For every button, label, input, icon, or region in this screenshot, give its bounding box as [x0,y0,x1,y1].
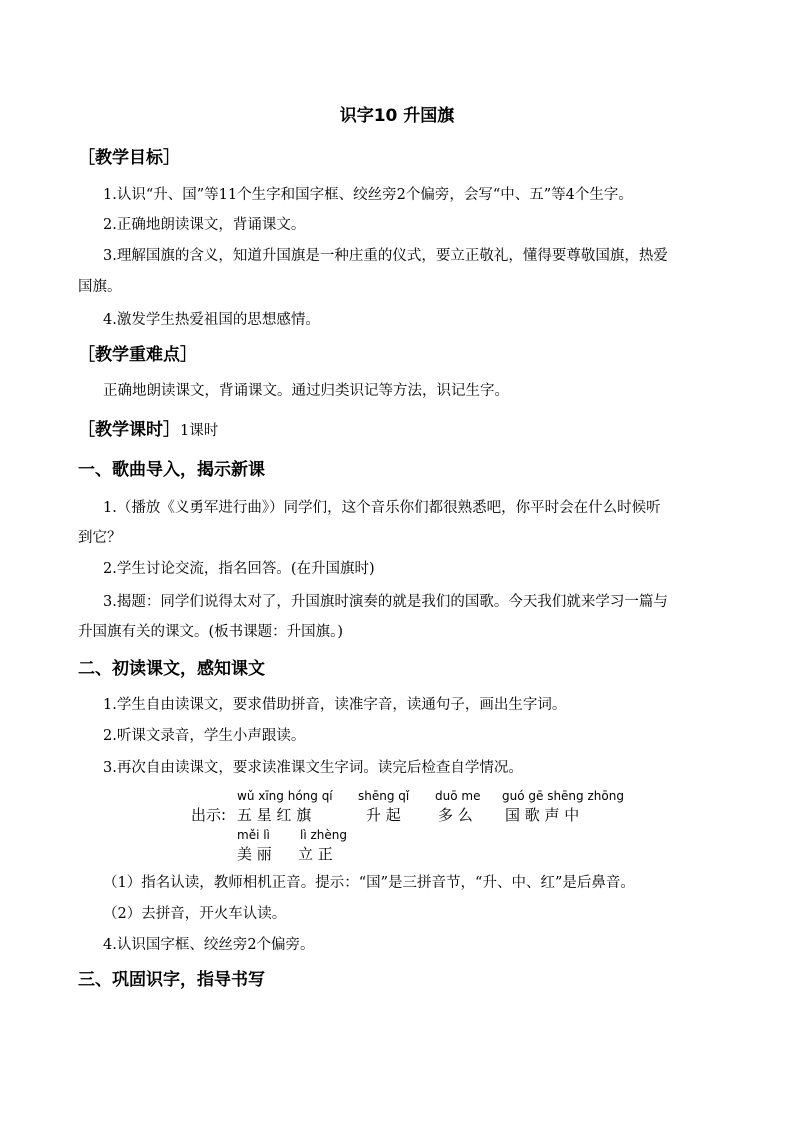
word-lizheng: 立 正 [298,845,333,863]
section2-subitem-1: （1）指名认读，教师相机正音。提示：“国”是三拼音节，“升、中、红”是后鼻音。 [103,875,635,891]
section1-item-3-cont: 升国旗有关的课文。(板书课题：升国旗。) [78,624,344,640]
section2-item-1: 1.学生自由读课文，要求借助拼音，读准字音，读通句子，画出生字词。 [103,697,567,713]
show-label: 出示: [191,806,227,824]
pinyin-lizheng: lì zhèng [300,828,347,842]
section1-heading: 一、歌曲导入，揭示新课 [78,460,265,480]
section1-item-1: 1.（播放《义勇军进行曲》）同学们，这个音乐你们都很熟悉吧，你平时会在什么时候听 [103,500,661,516]
goal-item-3: 3.理解国旗的含义，知道升国旗是一种庄重的仪式，要立正敬礼，懂得要尊敬国旗，热爱 [103,248,668,264]
hours-value: 1课时 [180,423,219,439]
goals-heading: ［教学目标］ [78,148,180,168]
word-duome: 多 么 [438,806,473,824]
section1-item-2: 2.学生讨论交流，指名回答。(在升国旗时) [103,561,375,577]
pinyin-meili: měi lì [237,828,270,842]
pinyin-wuxinghongqi: wǔ xīng hóng qí [237,789,333,803]
section2-item-4: 4.认识国字框、绞丝旁2个偏旁。 [103,937,315,953]
section2-heading: 二、初读课文，感知课文 [78,659,265,679]
word-guogeshengzhong: 国 歌 声 中 [505,806,580,824]
section3-heading: 三、巩固识字，指导书写 [78,970,265,990]
pinyin-guogeshengzhong: guó gē shēng zhōng [502,789,624,803]
lesson-title: 识字10 升国旗 [339,106,455,126]
goal-item-2: 2.正确地朗读课文，背诵课文。 [103,217,306,233]
section2-item-2: 2.听课文录音，学生小声跟读。 [103,728,306,744]
pinyin-shengqi: shēng qǐ [358,789,410,803]
word-shengqi: 升 起 [366,806,401,824]
hours-heading-label: ［教学课时］ [78,420,180,440]
word-meili: 美 丽 [237,845,272,863]
word-wuxinghongqi: 五 星 红 旗 [237,806,312,824]
pinyin-duome: duō me [435,789,481,803]
keypoints-text: 正确地朗读课文，背诵课文。通过归类识记等方法，识记生字。 [103,383,509,399]
section1-item-3: 3.揭题：同学们说得太对了，升国旗时演奏的就是我们的国歌。今天我们就来学习一篇与 [103,594,668,610]
goal-item-3-cont: 国旗。 [78,279,122,295]
section1-item-1-cont: 到它？ [78,530,122,546]
keypoints-heading: ［教学重难点］ [78,345,197,365]
goal-item-4: 4.激发学生热爱祖国的思想感情。 [103,312,320,328]
section2-item-3: 3.再次自由读课文，要求读准课文生字词。读完后检查自学情况。 [103,760,523,776]
hours-heading [78,418,218,443]
goal-item-1: 1.认识“升、国”等11个生字和国字框、绞丝旁2个偏旁，会写“中、五”等4个生字。 [103,187,633,203]
section2-subitem-2: （2）去拼音，开火车认读。 [103,906,287,922]
